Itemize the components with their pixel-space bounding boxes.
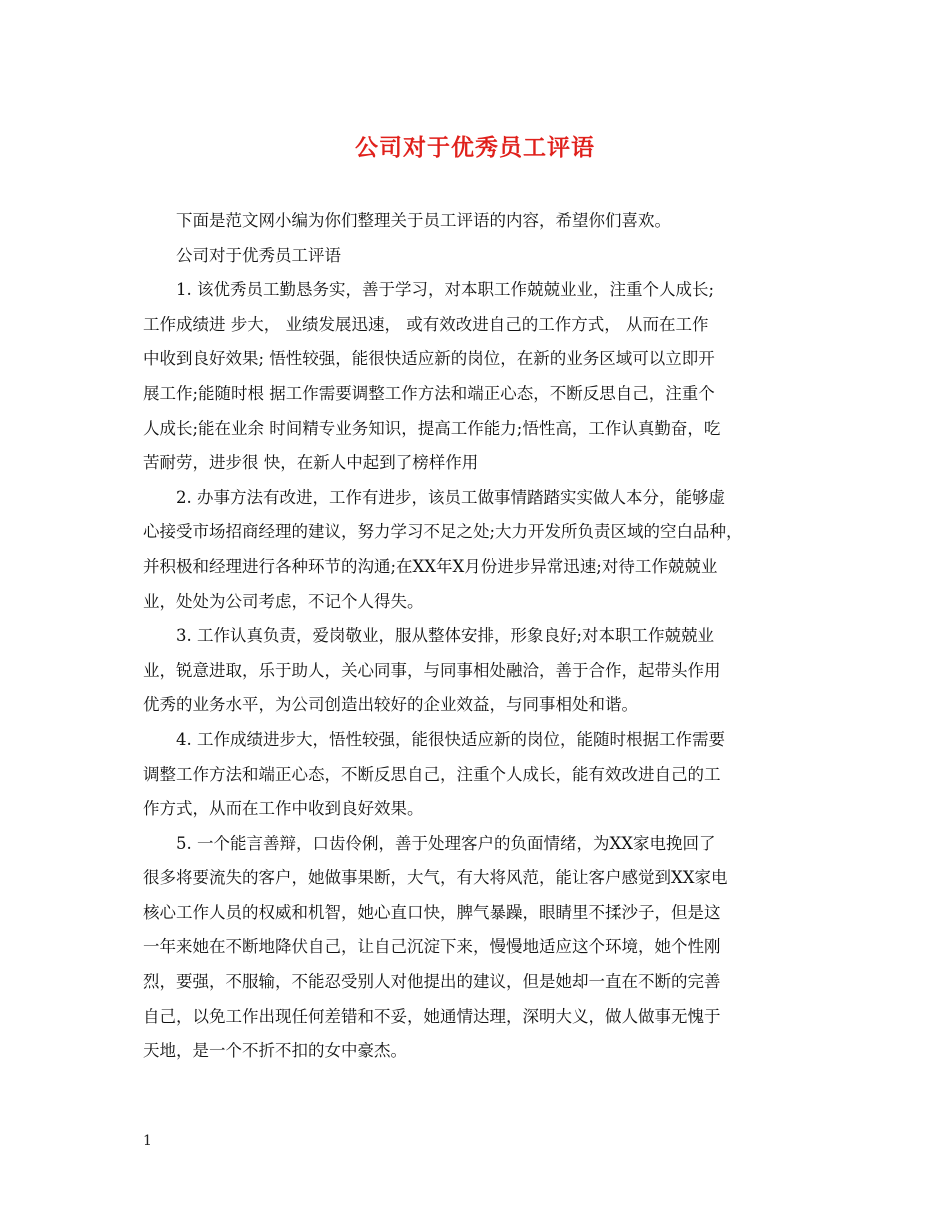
text-line: 3. 工作认真负责，爱岗敬业，服从整体安排，形象良好;对本职工作兢兢业 [176,626,715,646]
text-line: 中收到良好效果; 悟性较强，能很快适应新的岗位，在新的业务区域可以立即开 [143,349,715,369]
text-line: 1. 该优秀员工勤恳务实，善于学习，对本职工作兢兢业业，注重个人成长; [176,280,715,300]
text-line: 业，处处为公司考虑，不记个人得失。 [143,591,424,611]
text-line: 调整工作方法和端正心态，不断反思自己，注重个人成长，能有效改进自己的工 [143,764,721,784]
text-line: 天地，是一个不折不扣的女中豪杰。 [143,1041,407,1061]
page-number: 1 [143,1133,152,1149]
text-line: 苦耐劳，进步很 快，在新人中起到了榜样作用 [143,453,479,473]
text-line: 并积极和经理进行各种环节的沟通;在XX年X月份进步异常迅速;对待工作兢兢业 [143,556,718,576]
text-line: 业，锐意进取，乐于助人，关心同事，与同事相处融洽，善于合作，起带头作用 [143,660,721,680]
text-line: 作方式，从而在工作中收到良好效果。 [143,799,424,819]
document-body [143,204,823,1069]
text-line: 核心工作人员的权威和机智，她心直口快，脾气暴躁，眼睛里不揉沙子，但是这 [143,902,721,922]
text-line: 5. 一个能言善辩，口齿伶俐，善于处理客户的负面情绪，为XX家电挽回了 [176,833,716,853]
text-line: 下面是范文网小编为你们整理关于员工评语的内容，希望你们喜欢。 [176,211,671,230]
text-line: 优秀的业务水平，为公司创造出较好的企业效益，与同事相处和谐。 [143,695,638,715]
text-line: 自己，以免工作出现任何差错和不妥，她通情达理，深明大义，做人做事无愧于 [143,1006,721,1026]
text-line: 烈，要强，不服输，不能忍受别人对他提出的建议，但是她却一直在不断的完善 [143,972,721,992]
document-title: 公司对于优秀员工评语 [355,134,595,161]
text-line: 2. 办事方法有改进，工作有进步，该员工做事情踏踏实实做人本分，能够虚 [176,487,725,507]
text-line: 工作成绩进 步大， 业绩发展迅速， 或有效改进自己的工作方式， 从而在工作 [143,314,709,334]
text-line: 展工作;能随时根 据工作需要调整工作方法和端正心态，不断反思自己，注重个 [143,383,715,403]
text-line: 4. 工作成绩进步大，悟性较强，能很快适应新的岗位，能随时根据工作需要 [176,729,725,749]
text-line: 心接受市场招商经理的建议，努力学习不足之处;大力开发所负责区域的空白品种， [143,522,743,542]
text-line: 很多将要流失的客户，她做事果断，大气，有大将风范，能让客户感觉到XX家电 [143,868,728,888]
text-line: 公司对于优秀员工评语 [176,245,341,265]
text-line: 一年来她在不断地降伏自己，让自己沉淀下来，慢慢地适应这个环境，她个性刚 [143,937,721,957]
text-line: 人成长;能在业余 时间精专业务知识，提高工作能力;悟性高，工作认真勤奋，吃 [143,418,721,438]
